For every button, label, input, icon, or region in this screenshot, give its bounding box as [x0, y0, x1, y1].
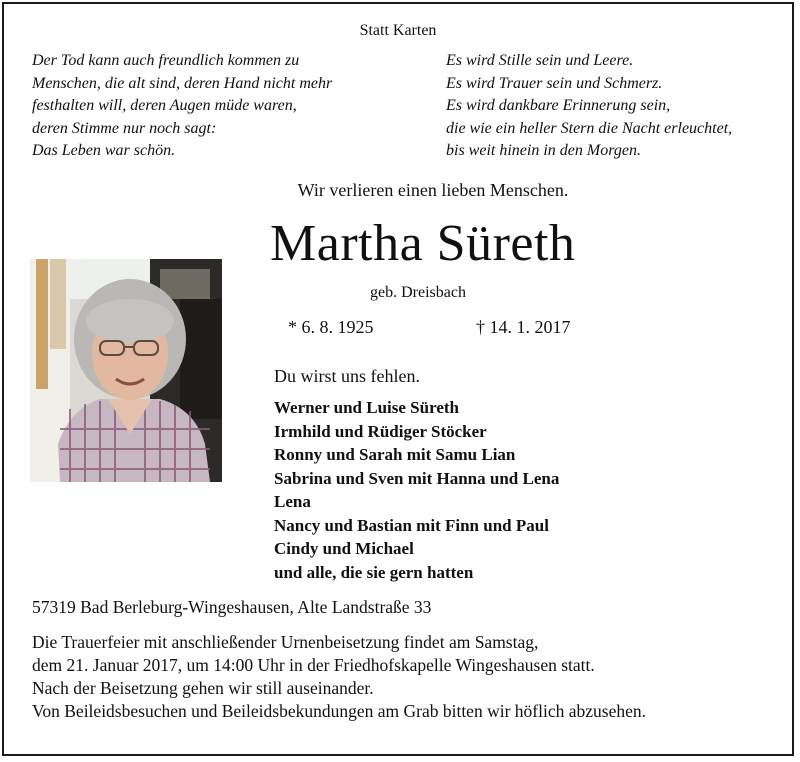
- family-member: Irmhild und Rüdiger Stöcker: [274, 421, 487, 441]
- poem-line: festhalten will, deren Augen müde waren,: [32, 97, 297, 114]
- address: 57319 Bad Berleburg-Wingeshausen, Alte Landstraße 33: [32, 597, 432, 617]
- poem-line: die wie ein heller Stern die Nacht erleuchtet,: [446, 119, 733, 137]
- missed-text: Du wirst uns fehlen.: [274, 366, 420, 386]
- family-member: Nancy und Bastian mit Finn und Paul: [274, 515, 549, 535]
- poem-line: Es wird Trauer sein und Schmerz.: [446, 74, 663, 92]
- poem-line: Es wird dankbare Erinnerung sein,: [446, 97, 671, 114]
- funeral-notice: [32, 631, 646, 723]
- notice-line: Von Beileidsbesuchen und Beileidsbekundungen am Grab bitten wir höflich abzusehen.: [32, 701, 646, 721]
- family-member: Ronny und Sarah mit Samu Lian: [274, 445, 516, 464]
- notice-line: dem 21. Januar 2017, um 14:00 Uhr in der Friedhofskapelle Wingeshausen statt.: [32, 655, 595, 675]
- deceased-name: Martha Süreth: [270, 215, 576, 272]
- family-member: Sabrina und Sven mit Hanna und Lena: [274, 468, 560, 488]
- intro-text: Wir verlieren einen lieben Menschen.: [297, 180, 569, 200]
- poem-line: deren Stimme nur noch sagt:: [32, 119, 217, 137]
- portrait-photo: [30, 259, 222, 482]
- poem-line: Menschen, die alt sind, deren Hand nicht mehr: [32, 74, 333, 92]
- death-date: † 14. 1. 2017: [476, 317, 571, 337]
- family-member: Cindy und Michael: [274, 539, 414, 558]
- poem-right: [446, 50, 732, 163]
- family-member: Werner und Luise Süreth: [274, 398, 459, 417]
- notice-line: Nach der Beisetzung gehen wir still auseinander.: [32, 678, 374, 698]
- notice-line: Die Trauerfeier mit anschließender Urnenbeisetzung findet am Samstag,: [32, 632, 539, 652]
- family-list: [274, 396, 559, 584]
- family-member: und alle, die sie gern hatten: [274, 562, 474, 582]
- poem-line: Das Leben war schön.: [32, 142, 176, 159]
- family-member: Lena: [274, 492, 311, 511]
- poem-line: bis weit hinein in den Morgen.: [446, 142, 641, 159]
- poem-line: Der Tod kann auch freundlich kommen zu: [32, 52, 300, 69]
- birth-name: geb. Dreisbach: [370, 284, 466, 301]
- poem-left: [32, 50, 332, 163]
- header-title: Statt Karten: [359, 22, 437, 39]
- birth-date: * 6. 8. 1925: [288, 317, 374, 337]
- poem-line: Es wird Stille sein und Leere.: [446, 52, 634, 69]
